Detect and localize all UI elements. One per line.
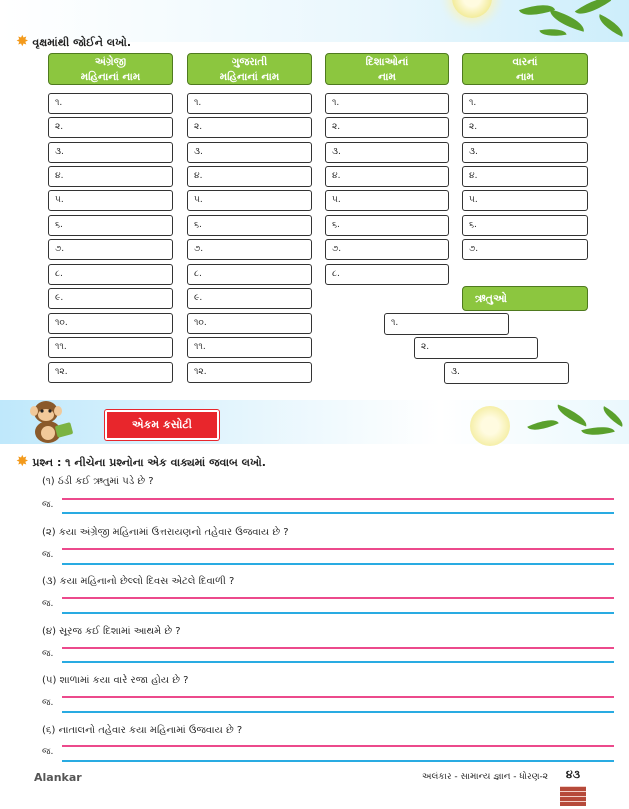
table-header-directions <box>325 53 449 85</box>
answer-prefix: જ. <box>42 500 54 510</box>
section-band <box>0 400 629 444</box>
question-1: (૧) ઠંડી કઈ ઋતુમાં પડે છે ? <box>42 476 154 487</box>
gujarati-month-cell-2[interactable]: ૨. <box>187 117 312 138</box>
instruction-text: વૃક્ષમાંથી જોઈને લખો. <box>32 36 132 49</box>
question-title-text: પ્રશ્ન : ૧ નીચેના પ્રશ્નોના એક વાક્યમાં જવાબ લખો. <box>32 456 266 469</box>
direction-cell-1[interactable]: ૧. <box>325 93 449 114</box>
answer-line-pink <box>62 498 614 500</box>
instruction-line <box>16 34 131 50</box>
direction-cell-7[interactable]: ૭. <box>325 239 449 260</box>
question-3: (૩) કયા મહિનાનો છેલ્લો દિવસ એટલે દિવાળી ? <box>42 576 235 587</box>
header-line-2: મહિનાનાં નામ <box>80 71 141 83</box>
star-icon: ✸ <box>16 32 29 50</box>
english-month-cell-12[interactable]: ૧૨. <box>48 362 173 383</box>
header-line-1: ગુજરાતી <box>231 56 268 68</box>
answer-line-6[interactable] <box>62 760 614 762</box>
answer-prefix: જ. <box>42 599 54 609</box>
weekday-cell-4[interactable]: ૪. <box>462 166 588 187</box>
gujarati-month-cell-3[interactable]: ૩. <box>187 142 312 163</box>
direction-cell-5[interactable]: ૫. <box>325 190 449 211</box>
gujarati-month-cell-6[interactable]: ૬. <box>187 215 312 236</box>
english-month-cell-5[interactable]: ૫. <box>48 190 173 211</box>
question-4: (૪) સૂરજ કઈ દિશામાં આથમે છે ? <box>42 626 181 637</box>
gujarati-month-cell-1[interactable]: ૧. <box>187 93 312 114</box>
ekam-kasoti-label: એકમ કસોટી <box>105 410 219 440</box>
direction-cell-8[interactable]: ૮. <box>325 264 449 285</box>
seasons-header: ઋતુઓ <box>462 286 588 311</box>
brand-logo: Alankar <box>34 771 82 784</box>
answer-prefix: જ. <box>42 698 54 708</box>
answer-line-2[interactable] <box>62 563 614 565</box>
answer-line-pink <box>62 696 614 698</box>
gujarati-month-cell-7[interactable]: ૭. <box>187 239 312 260</box>
answer-prefix: જ. <box>42 649 54 659</box>
answer-line-pink <box>62 647 614 649</box>
english-month-cell-7[interactable]: ૭. <box>48 239 173 260</box>
weekday-cell-3[interactable]: ૩. <box>462 142 588 163</box>
question-2: (૨) કયા અંગ્રેજી મહિનામાં ઉત્તરાયણનો તહેવાર ઉજવાય છે ? <box>42 527 289 538</box>
sun-decoration-small <box>470 406 510 446</box>
brick-decoration <box>560 786 586 806</box>
table-header-english-months <box>48 53 173 85</box>
question-6: (૬) નાતાલનો તહેવાર કયા મહિનામાં ઉજવાય છે ? <box>42 725 243 736</box>
gujarati-month-cell-8[interactable]: ૮. <box>187 264 312 285</box>
english-month-cell-10[interactable]: ૧૦. <box>48 313 173 334</box>
answer-line-1[interactable] <box>62 512 614 514</box>
direction-cell-4[interactable]: ૪. <box>325 166 449 187</box>
answer-line-pink <box>62 745 614 747</box>
english-month-cell-2[interactable]: ૨. <box>48 117 173 138</box>
answer-line-3[interactable] <box>62 612 614 614</box>
english-month-cell-11[interactable]: ૧૧. <box>48 337 173 358</box>
header-line-1: દિશાઓનાં <box>365 56 409 68</box>
header-line-2: મહિનાનાં નામ <box>219 71 280 83</box>
gujarati-month-cell-12[interactable]: ૧૨. <box>187 362 312 383</box>
season-cell-3[interactable]: ૩. <box>444 362 569 384</box>
weekday-cell-1[interactable]: ૧. <box>462 93 588 114</box>
direction-cell-2[interactable]: ૨. <box>325 117 449 138</box>
gujarati-month-cell-9[interactable]: ૯. <box>187 288 312 309</box>
direction-cell-3[interactable]: ૩. <box>325 142 449 163</box>
answer-line-pink <box>62 597 614 599</box>
page-number: ૪૩ <box>565 768 581 781</box>
english-month-cell-1[interactable]: ૧. <box>48 93 173 114</box>
weekday-cell-5[interactable]: ૫. <box>462 190 588 211</box>
table-header-weekdays <box>462 53 588 85</box>
weekday-cell-2[interactable]: ૨. <box>462 117 588 138</box>
header-line-2: નામ <box>516 71 534 83</box>
answer-line-5[interactable] <box>62 711 614 713</box>
header-line-1: અંગ્રેજી <box>94 56 127 68</box>
weekday-cell-6[interactable]: ૬. <box>462 215 588 236</box>
english-month-cell-6[interactable]: ૬. <box>48 215 173 236</box>
star-icon: ✸ <box>16 452 29 470</box>
monkey-icon <box>18 396 88 444</box>
gujarati-month-cell-4[interactable]: ૪. <box>187 166 312 187</box>
gujarati-month-cell-10[interactable]: ૧૦. <box>187 313 312 334</box>
direction-cell-6[interactable]: ૬. <box>325 215 449 236</box>
english-month-cell-8[interactable]: ૮. <box>48 264 173 285</box>
english-month-cell-4[interactable]: ૪. <box>48 166 173 187</box>
question-title-line <box>16 454 266 470</box>
english-month-cell-3[interactable]: ૩. <box>48 142 173 163</box>
table-header-gujarati-months <box>187 53 312 85</box>
footer-subject: અલંકાર - સામાન્ય જ્ઞાન - ધોરણ-૨ <box>422 772 549 782</box>
english-month-cell-9[interactable]: ૯. <box>48 288 173 309</box>
header-line-1: વારનાં <box>512 56 538 68</box>
header-line-2: નામ <box>378 71 396 83</box>
answer-line-pink <box>62 548 614 550</box>
answer-line-4[interactable] <box>62 661 614 663</box>
weekday-cell-7[interactable]: ૭. <box>462 239 588 260</box>
season-cell-1[interactable]: ૧. <box>384 313 509 335</box>
question-5: (૫) શાળામાં કયા વારે રજા હોય છે ? <box>42 675 189 686</box>
gujarati-month-cell-5[interactable]: ૫. <box>187 190 312 211</box>
answer-prefix: જ. <box>42 747 54 757</box>
gujarati-month-cell-11[interactable]: ૧૧. <box>187 337 312 358</box>
answer-prefix: જ. <box>42 550 54 560</box>
season-cell-2[interactable]: ૨. <box>414 337 538 359</box>
